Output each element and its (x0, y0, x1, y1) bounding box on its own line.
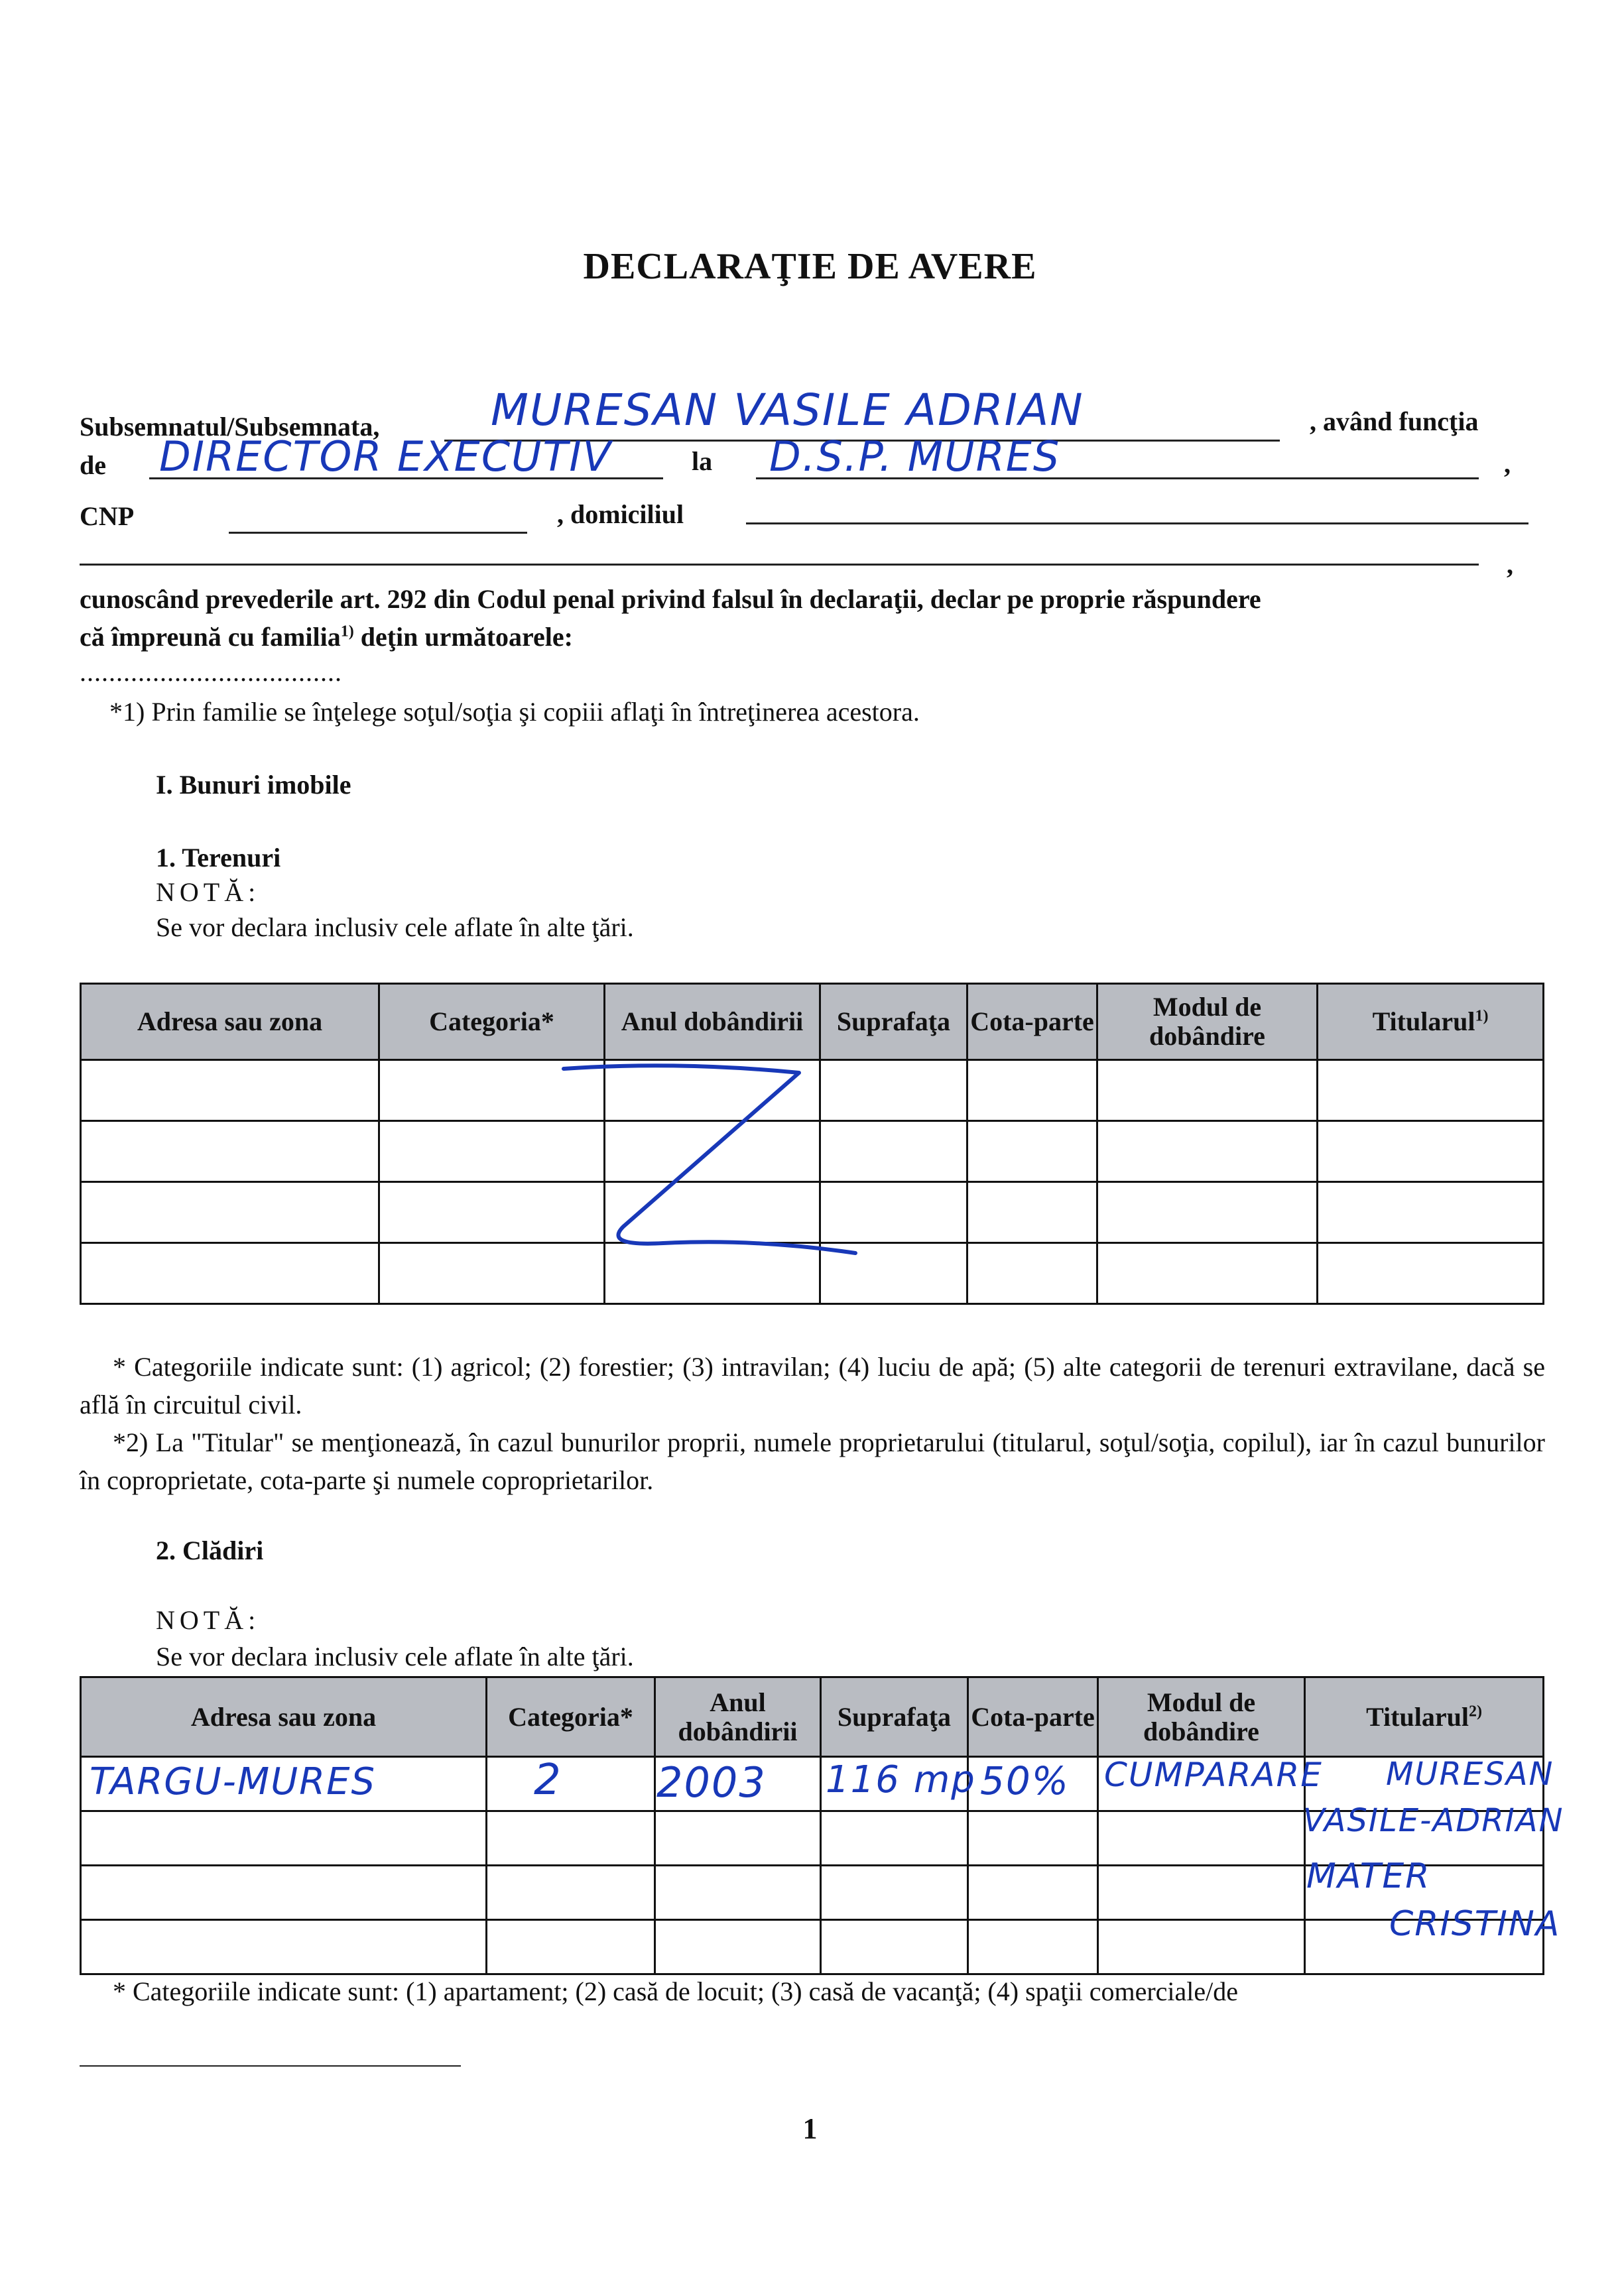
subsemnatul-label: Subsemnatul/Subsemnata, (80, 412, 380, 442)
cnp-label: CNP (80, 501, 135, 531)
subheading-terenuri: 1. Terenuri (156, 843, 281, 873)
institution-handwritten: D.S.P. MURES (769, 432, 1061, 481)
nota-label-1: NOTĂ: (156, 877, 261, 907)
categories-footnote-terenuri: * Categoriile indicate sunt: (1) agricol; (2) forestier; (3) intravilan; (4) luciu de apă; (5) alte categorii de terenuri extravilane, dacă se află în circuitul civil. (80, 1352, 1545, 1420)
page-title: DECLARAŢIE DE AVERE (583, 246, 1037, 287)
avand-functia-label: , având funcţia (1310, 406, 1479, 436)
hw-titular-1: MURESAN (1386, 1756, 1554, 1793)
titular-footnote: *2) La "Titular" se menţionează, în cazul bunurilor proprii, numele proprietarului (titularul, soţul/soţia, copilul), iar în cazul bunurilor în coproprietate, cota-parte şi numele coproprietarilor. (80, 1427, 1545, 1495)
z-strike-mark (544, 1054, 862, 1286)
domiciliul-line-2 (80, 564, 1479, 566)
col-titular: Titularul$^{2)}$ (1305, 1677, 1544, 1757)
col-categoria: Categoria* (379, 984, 605, 1060)
hw-titular-3: MATER (1306, 1856, 1431, 1896)
declaration-line-2: că împreună cu familia$^{1)}$ deţin următoarele: (80, 622, 573, 652)
col-cota: Cota-parte (967, 984, 1097, 1060)
table-header-row (81, 1677, 1544, 1757)
hw-categoria: 2 (534, 1756, 562, 1805)
page-number: 1 (802, 2112, 818, 2145)
col-anul: Anul dobândirii (605, 984, 820, 1060)
categories-footnote-cladiri: * Categoriile indicate sunt: (1) apartament; (2) casă de locuit; (3) casă de vacanţă; (4) spaţii comerciale/de (113, 1976, 1239, 2006)
col-adresa: Adresa sau zona (81, 1677, 487, 1757)
section-heading-imobile: I. Bunuri imobile (156, 770, 351, 800)
col-adresa: Adresa sau zona (81, 984, 379, 1060)
col-suprafata: Suprafaţa (820, 984, 967, 1060)
la-label: la (692, 446, 713, 476)
de-label: de (80, 450, 106, 480)
hw-cota: 50% (980, 1758, 1070, 1803)
col-modul: Modul de dobândire (1097, 984, 1318, 1060)
name-handwritten: MURESAN VASILE ADRIAN (491, 385, 1084, 436)
declaration-line-1: cunoscând prevederile art. 292 din Codul penal privind falsul în declaraţii, declar pe proprie răspundere (80, 584, 1261, 614)
col-suprafata: Suprafaţa (821, 1677, 968, 1757)
table-header-row (81, 984, 1544, 1060)
nota-text-1: Se vor declara inclusiv cele aflate în alte ţări. (156, 912, 634, 942)
comma-1: , (1504, 449, 1511, 479)
family-footnote: *1) Prin familie se înţelege soţul/soţia şi copiii aflaţi în întreţinerea acestora. (109, 697, 920, 727)
col-cota: Cota-parte (968, 1677, 1098, 1757)
col-modul: Modul de dobândire (1098, 1677, 1305, 1757)
hw-titular-2: VASILE-ADRIAN (1303, 1802, 1564, 1839)
hw-modul: CUMPARARE (1104, 1756, 1323, 1794)
subheading-cladiri: 2. Clădiri (156, 1536, 264, 1565)
domiciliul-line (746, 522, 1528, 524)
hw-titular-4: CRISTINA (1389, 1904, 1561, 1944)
table-row (81, 1920, 1544, 1974)
col-anul: Anul dobândirii (655, 1677, 821, 1757)
hw-anul: 2003 (656, 1758, 767, 1807)
col-titular: Titularul$^{1)}$ (1318, 984, 1544, 1060)
col-categoria: Categoria* (487, 1677, 655, 1757)
domiciliul-label: , domiciliul (557, 499, 684, 529)
functia-handwritten: DIRECTOR EXECUTIV (159, 432, 613, 481)
nota-label-2: NOTĂ: (156, 1605, 261, 1635)
hw-suprafata: 116 mp (826, 1758, 976, 1801)
comma-2: , (1507, 550, 1513, 579)
footnote-separator (80, 2065, 461, 2067)
dots-separator: .................................... (80, 657, 342, 687)
nota-text-2: Se vor declara inclusiv cele aflate în alte ţări. (156, 1642, 634, 1671)
hw-adresa: TARGU-MURES (90, 1760, 377, 1803)
cnp-line (229, 532, 527, 534)
